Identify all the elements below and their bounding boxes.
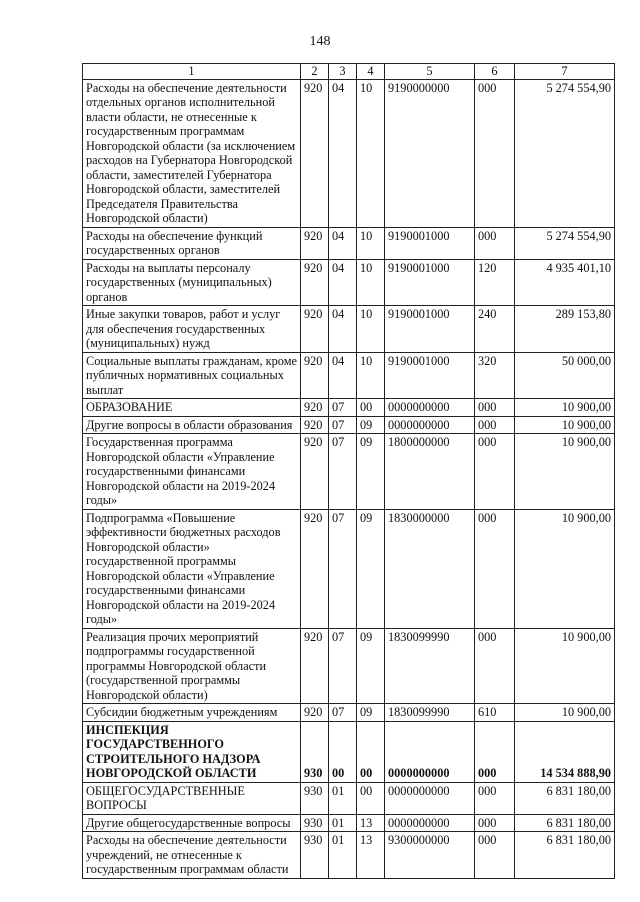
row-section-cell: 00 [329,721,357,782]
row-section-cell: 04 [329,306,357,353]
row-amount-cell: 6 831 180,00 [515,782,615,814]
row-target-code-cell: 9190001000 [385,352,475,399]
row-amount-cell: 50 000,00 [515,352,615,399]
row-name-cell: Расходы на обеспечение функций государственных органов [83,227,301,259]
row-ved-cell: 920 [301,306,329,353]
row-section-cell: 07 [329,509,357,628]
budget-table [82,63,615,879]
row-amount-cell: 5 274 554,90 [515,79,615,227]
row-ved-cell: 920 [301,434,329,510]
row-expense-type-cell: 000 [475,782,515,814]
table-row [83,509,615,628]
column-header: 3 [329,64,357,80]
row-subsection-cell: 10 [357,227,385,259]
row-amount-cell: 10 900,00 [515,416,615,434]
row-amount-cell: 10 900,00 [515,434,615,510]
row-expense-type-cell: 000 [475,509,515,628]
column-header: 2 [301,64,329,80]
page-number: 148 [309,34,331,49]
row-expense-type-cell: 000 [475,434,515,510]
table-row [83,832,615,879]
row-expense-type-cell: 000 [475,399,515,417]
column-header: 1 [83,64,301,80]
row-target-code-cell: 1800000000 [385,434,475,510]
row-ved-cell: 920 [301,79,329,227]
column-header: 7 [515,64,615,80]
row-section-cell: 07 [329,628,357,704]
column-header: 4 [357,64,385,80]
row-subsection-cell: 09 [357,628,385,704]
row-subsection-cell: 09 [357,434,385,510]
row-section-cell: 01 [329,832,357,879]
table-row [83,704,615,722]
row-expense-type-cell: 000 [475,227,515,259]
row-ved-cell: 920 [301,399,329,417]
row-section-cell: 04 [329,79,357,227]
row-subsection-cell: 09 [357,416,385,434]
row-subsection-cell: 00 [357,782,385,814]
row-section-cell: 04 [329,352,357,399]
row-name-cell: Расходы на обеспечение деятельности учреждений, не отнесенные к государственным программам области [83,832,301,879]
row-section-cell: 07 [329,399,357,417]
row-target-code-cell: 0000000000 [385,416,475,434]
row-amount-cell: 10 900,00 [515,628,615,704]
row-name-cell: Реализация прочих мероприятий подпрограммы государственной программы Новгородской области (государственной программы Новгородской области) [83,628,301,704]
row-ved-cell: 920 [301,628,329,704]
row-expense-type-cell: 000 [475,721,515,782]
row-expense-type-cell: 000 [475,814,515,832]
row-ved-cell: 930 [301,782,329,814]
row-subsection-cell: 13 [357,832,385,879]
row-amount-cell: 10 900,00 [515,704,615,722]
row-target-code-cell: 0000000000 [385,399,475,417]
table-row [83,721,615,782]
row-expense-type-cell: 320 [475,352,515,399]
row-expense-type-cell: 610 [475,704,515,722]
row-ved-cell: 920 [301,259,329,306]
row-ved-cell: 930 [301,832,329,879]
row-name-cell: Расходы на выплаты персоналу государственных (муниципальных) органов [83,259,301,306]
row-amount-cell: 6 831 180,00 [515,832,615,879]
row-name-cell: Расходы на обеспечение деятельности отдельных органов исполнительной власти области, не отнесенные к государственным программам Новгородской области (за исключением расходов на Губернатора Новгородской области, заместителей Губернатора Новгородской области, заместителей Председателя Правительства Новгородской области) [83,79,301,227]
row-name-cell: Государственная программа Новгородской области «Управление государственными финансами Новгородской области на 2019-2024 годы» [83,434,301,510]
row-section-cell: 04 [329,259,357,306]
row-target-code-cell: 1830099990 [385,704,475,722]
row-expense-type-cell: 240 [475,306,515,353]
row-target-code-cell: 9190001000 [385,259,475,306]
row-target-code-cell: 9190001000 [385,227,475,259]
row-subsection-cell: 00 [357,721,385,782]
row-section-cell: 07 [329,416,357,434]
row-ved-cell: 920 [301,509,329,628]
row-name-cell: Иные закупки товаров, работ и услуг для обеспечения государственных (муниципальных) нужд [83,306,301,353]
row-section-cell: 07 [329,704,357,722]
row-target-code-cell: 0000000000 [385,782,475,814]
row-section-cell: 01 [329,782,357,814]
row-ved-cell: 920 [301,352,329,399]
row-target-code-cell: 9190001000 [385,306,475,353]
row-target-code-cell: 1830099990 [385,628,475,704]
row-ved-cell: 930 [301,721,329,782]
row-name-cell: Другие общегосударственные вопросы [83,814,301,832]
row-ved-cell: 920 [301,416,329,434]
row-amount-cell: 14 534 888,90 [515,721,615,782]
row-name-cell: ОБЩЕГОСУДАРСТВЕННЫЕ ВОПРОСЫ [83,782,301,814]
row-expense-type-cell: 000 [475,628,515,704]
row-amount-cell: 289 153,80 [515,306,615,353]
row-target-code-cell: 0000000000 [385,814,475,832]
row-section-cell: 07 [329,434,357,510]
row-ved-cell: 920 [301,227,329,259]
row-subsection-cell: 10 [357,259,385,306]
table-row [83,416,615,434]
row-ved-cell: 920 [301,704,329,722]
row-name-cell: Другие вопросы в области образования [83,416,301,434]
table-row [83,628,615,704]
row-amount-cell: 4 935 401,10 [515,259,615,306]
row-expense-type-cell: 120 [475,259,515,306]
row-amount-cell: 5 274 554,90 [515,227,615,259]
column-header: 5 [385,64,475,80]
column-header: 6 [475,64,515,80]
row-name-cell: Подпрограмма «Повышение эффективности бюджетных расходов Новгородской области» государственной программы Новгородской области «Управление государственными финансами Новгородской области на 2019-2024 годы» [83,509,301,628]
row-target-code-cell: 9190000000 [385,79,475,227]
table-row [83,79,615,227]
row-section-cell: 01 [329,814,357,832]
row-amount-cell: 10 900,00 [515,399,615,417]
table-row [83,306,615,353]
row-amount-cell: 6 831 180,00 [515,814,615,832]
row-subsection-cell: 00 [357,399,385,417]
table-row [83,814,615,832]
row-subsection-cell: 13 [357,814,385,832]
table-row [83,782,615,814]
row-ved-cell: 930 [301,814,329,832]
table-row [83,399,615,417]
row-subsection-cell: 10 [357,352,385,399]
row-target-code-cell: 0000000000 [385,721,475,782]
row-subsection-cell: 10 [357,79,385,227]
row-name-cell: Социальные выплаты гражданам, кроме публичных нормативных социальных выплат [83,352,301,399]
row-amount-cell: 10 900,00 [515,509,615,628]
table-row [83,227,615,259]
row-subsection-cell: 09 [357,509,385,628]
row-expense-type-cell: 000 [475,79,515,227]
table-header-row [83,64,615,80]
row-section-cell: 04 [329,227,357,259]
row-subsection-cell: 10 [357,306,385,353]
table-row [83,352,615,399]
row-target-code-cell: 9300000000 [385,832,475,879]
table-row [83,259,615,306]
row-name-cell: Субсидии бюджетным учреждениям [83,704,301,722]
row-name-cell: ИНСПЕКЦИЯ ГОСУДАРСТВЕННОГО СТРОИТЕЛЬНОГО НАДЗОРА НОВГОРОДСКОЙ ОБЛАСТИ [83,721,301,782]
table-row [83,434,615,510]
row-subsection-cell: 09 [357,704,385,722]
row-name-cell: ОБРАЗОВАНИЕ [83,399,301,417]
row-expense-type-cell: 000 [475,832,515,879]
row-expense-type-cell: 000 [475,416,515,434]
row-target-code-cell: 1830000000 [385,509,475,628]
